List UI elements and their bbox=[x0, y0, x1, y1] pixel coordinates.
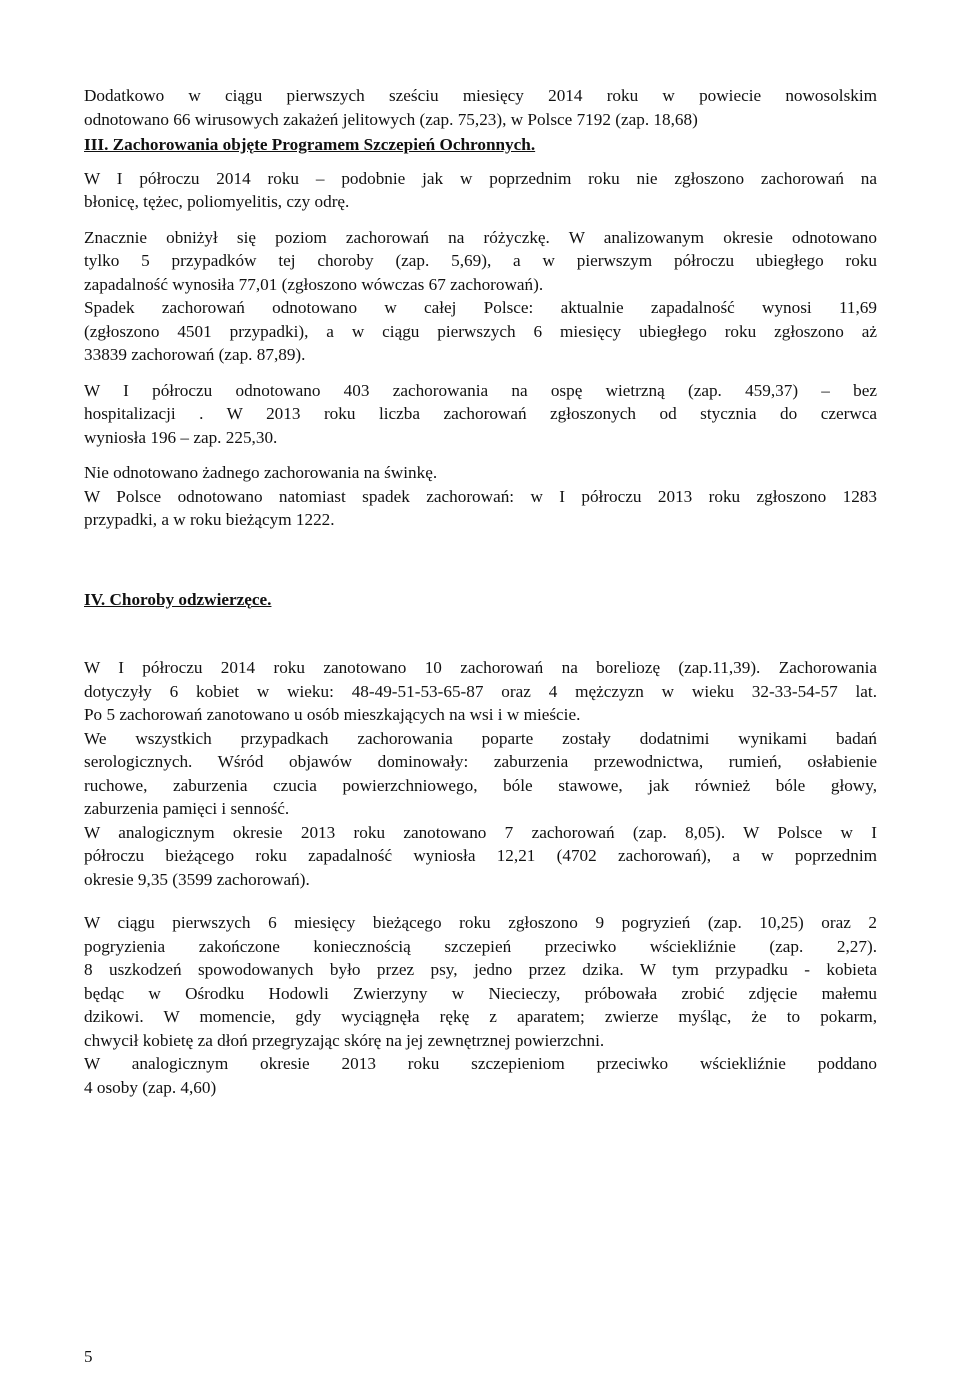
text-line: błonicę, tężec, poliomyelitis, czy odrę. bbox=[84, 192, 350, 211]
text-line: okresie 9,35 (3599 zachorowań). bbox=[84, 869, 310, 889]
text-line: Dodatkowo w ciągu pierwszych sześciu miesięcy 2014 roku w powiecie nowosolskim bbox=[84, 86, 877, 105]
text-line: zapadalność wynosiła 77,01 (zgłoszono wówczas 67 zachorowań). bbox=[84, 274, 544, 294]
text-line: W analogicznym okresie 2013 roku zanotowano 7 zachorowań (zap. 8,05). W Polsce w I bbox=[84, 822, 877, 842]
text-line: zaburzenia pamięci i senność. bbox=[84, 799, 290, 818]
text-line: Nie odnotowano żadnego zachorowania na świnkę. bbox=[84, 463, 438, 482]
text-line: W I półroczu 2014 roku – podobnie jak w poprzednim roku nie zgłoszono zachorowań na bbox=[84, 168, 877, 188]
text-line: wyniosła 196 – zap. 225,30. bbox=[84, 427, 278, 447]
text-line: serologicznych. Wśród objawów dominowały: zaburzenia przewodnictwa, rumień, osłabienie bbox=[84, 752, 877, 771]
text-line: Po 5 zachorowań zanotowano u osób mieszkających na wsi i w mieście. bbox=[84, 705, 581, 724]
text-line: hospitalizacji . W 2013 roku liczba zachorowań zgłoszonych od stycznia do czerwca bbox=[84, 404, 877, 423]
text-line: W I półroczu odnotowano 403 zachorowania na ospę wietrzną (zap. 459,37) – bez bbox=[84, 380, 877, 400]
paragraph-intro bbox=[84, 84, 877, 131]
text-line: chwycił kobietę za dłoń przegryzając skórę na jej zewnętrznej powierzchni. bbox=[84, 1030, 605, 1050]
text-line: 33839 zachorowań (zap. 87,89). bbox=[84, 345, 306, 364]
paragraph-rozyczka bbox=[84, 226, 877, 367]
paragraph-wscieklizna bbox=[84, 911, 877, 1099]
text-line: będąc w Ośrodku Hodowli Zwierzyny w Niecieczy, próbowała zrobić zdjęcie małemu bbox=[84, 983, 877, 1003]
section-heading-4: IV. Choroby odzwierzęce. bbox=[84, 589, 272, 609]
paragraph-borelioza bbox=[84, 656, 877, 891]
page-number: 5 bbox=[84, 1347, 93, 1366]
text-line: (zgłoszono 4501 przypadki), a w ciągu pierwszych 6 miesięcy ubiegłego roku zgłoszono aż bbox=[84, 321, 877, 341]
paragraph-ospa bbox=[84, 379, 877, 450]
text-line: Znacznie obniżył się poziom zachorowań na różyczkę. W analizowanym okresie odnotowano bbox=[84, 227, 877, 247]
text-line: W ciągu pierwszych 6 miesięcy bieżącego roku zgłoszono 9 pogryzień (zap. 10,25) oraz 2 bbox=[84, 913, 877, 932]
text-line: półroczu bieżącego roku zapadalność wyniosła 12,21 (4702 zachorowań), a w poprzednim bbox=[84, 846, 877, 865]
text-line: pogryzienia zakończone koniecznością szczepień przeciwko wściekliźnie (zap. 2,27). bbox=[84, 936, 877, 956]
text-line: 4 osoby (zap. 4,60) bbox=[84, 1077, 217, 1097]
text-line: ruchowe, zaburzenia czucia powierzchniowego, bóle stawowe, jak również bóle głowy, bbox=[84, 775, 877, 795]
text-line: przypadki, a w roku bieżącym 1222. bbox=[84, 510, 335, 529]
text-line: Spadek zachorowań odnotowano w całej Polsce: aktualnie zapadalność wynosi 11,69 bbox=[84, 298, 877, 317]
document-page bbox=[84, 84, 877, 1099]
text-line: W Polsce odnotowano natomiast spadek zachorowań: w I półroczu 2013 roku zgłoszono 1283 bbox=[84, 486, 877, 506]
text-line: dotyczyły 6 kobiet w wieku: 48-49-51-53-65-87 oraz 4 mężczyzn w wieku 32-33-54-57 lat. bbox=[84, 681, 877, 701]
text-line: We wszystkich przypadkach zachorowania poparte zostały dodatnimi wynikami badań bbox=[84, 728, 877, 748]
text-line: W I półroczu 2014 roku zanotowano 10 zachorowań na boreliozę (zap.11,39). Zachorowania bbox=[84, 658, 877, 677]
text-line: tylko 5 przypadków tej choroby (zap. 5,69), a w pierwszym półroczu ubiegłego roku bbox=[84, 251, 877, 270]
text-line: 8 uszkodzeń spowodowanych było przez psy, jedno przez dzika. W tym przypadku - kobieta bbox=[84, 960, 877, 979]
text-line: W analogicznym okresie 2013 roku szczepieniom przeciwko wściekliźnie poddano bbox=[84, 1054, 877, 1073]
text-line: odnotowano 66 wirusowych zakażeń jelitowych (zap. 75,23), w Polsce 7192 (zap. 18,68) bbox=[84, 109, 698, 129]
section-heading-3: III. Zachorowania objęte Programem Szczepień Ochronnych. bbox=[84, 135, 536, 154]
paragraph-psoo bbox=[84, 167, 877, 214]
paragraph-swinka bbox=[84, 461, 877, 532]
text-line: dzikowi. W momencie, gdy wyciągnęła rękę z aparatem; zwierze myśląc, że to pokarm, bbox=[84, 1007, 877, 1026]
